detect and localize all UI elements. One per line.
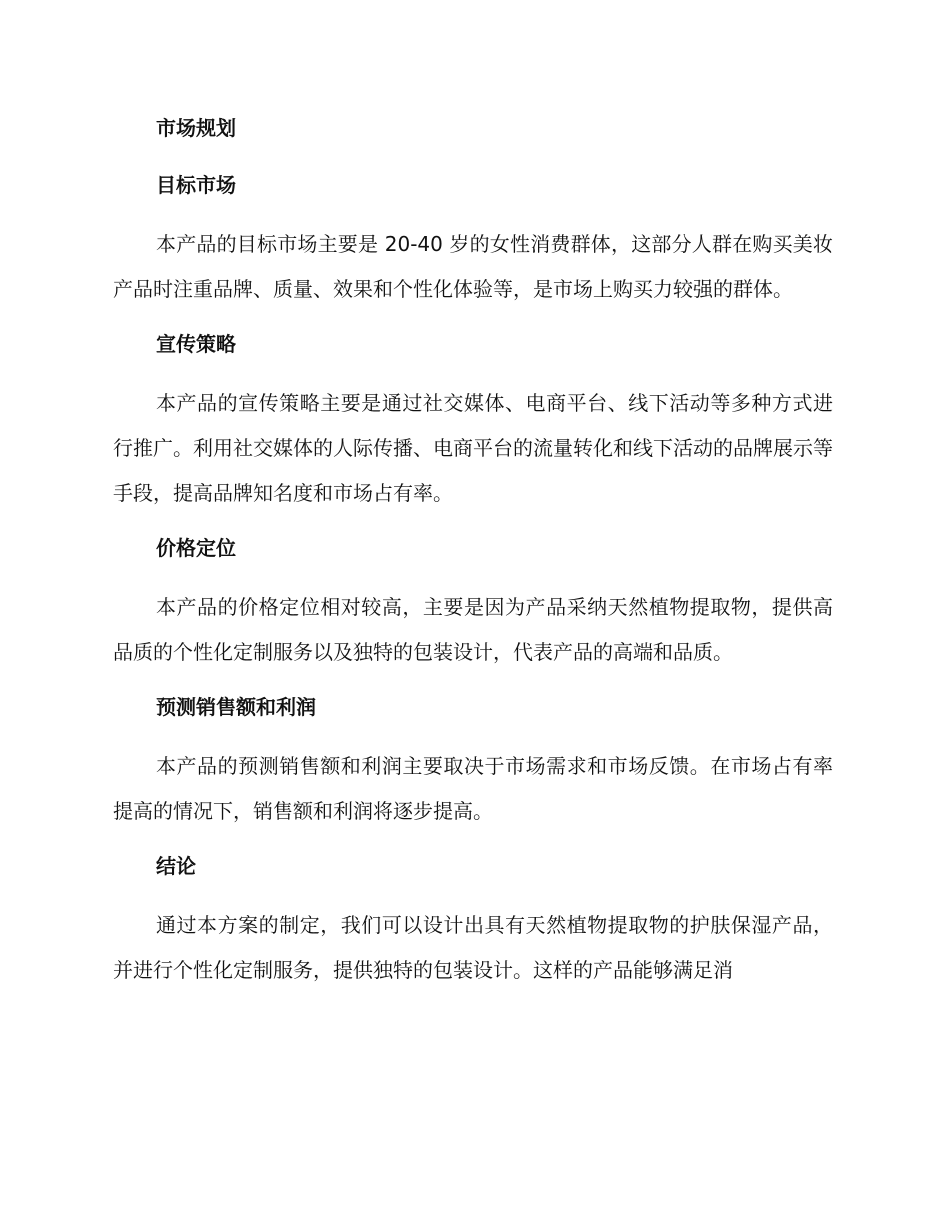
section-heading-market-planning: 市场规划: [156, 116, 236, 140]
section-heading-price-positioning: 价格定位: [156, 536, 236, 560]
section-heading-sales-forecast: 预测销售额和利润: [156, 695, 316, 719]
section-heading-target-market: 目标市场: [156, 173, 236, 197]
paragraph-sales-forecast: 本产品的预测销售额和利润主要取决于市场需求和市场反馈。在市场占有率提高的情况下，销售额和利润将逐步提高。: [113, 754, 833, 823]
section-heading-conclusion: 结论: [156, 854, 196, 878]
paragraph-price-positioning: 本产品的价格定位相对较高，主要是因为产品采纳天然植物提取物，提供高品质的个性化定制服务以及独特的包装设计，代表产品的高端和品质。: [113, 595, 833, 664]
section-heading-promotion-strategy: 宣传策略: [156, 332, 236, 356]
paragraph-conclusion: 通过本方案的制定，我们可以设计出具有天然植物提取物的护肤保湿产品，并进行个性化定制服务，提供独特的包装设计。这样的产品能够满足消: [113, 913, 833, 982]
paragraph-promotion-strategy: 本产品的宣传策略主要是通过社交媒体、电商平台、线下活动等多种方式进行推广。利用社交媒体的人际传播、电商平台的流量转化和线下活动的品牌展示等手段，提高品牌知名度和市场占有率。: [113, 391, 833, 505]
paragraph-target-market: 本产品的目标市场主要是 20-40 岁的女性消费群体，这部分人群在购买美妆产品时注重品牌、质量、效果和个性化体验等，是市场上购买力较强的群体。: [113, 232, 833, 301]
document-body: [113, 108, 833, 993]
